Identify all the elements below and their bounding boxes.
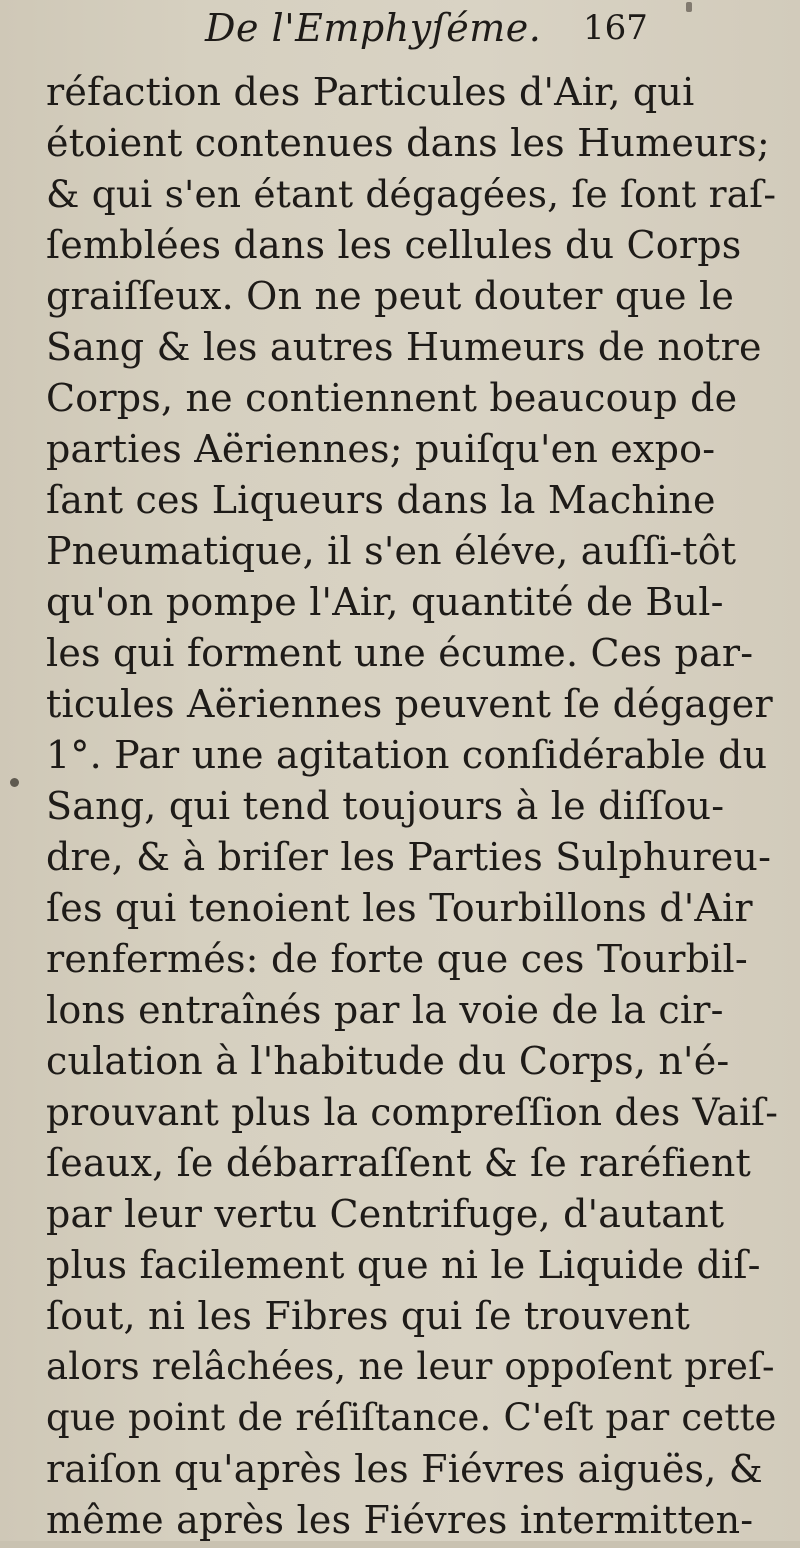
text-line: raiſon qu'après les Fiévres aiguës, & xyxy=(46,1447,763,1491)
text-line: lons entraînés par la voie de la cir- xyxy=(46,988,724,1032)
text-line: qu'on pompe l'Air, quantité de Bul- xyxy=(46,580,724,624)
text-line: 1°. Par une agitation conſidérable du xyxy=(46,733,768,777)
text-line: Sang, qui tend toujours à le diſſou- xyxy=(46,784,725,828)
text-line: ſout, ni les Fibres qui ſe trouvent xyxy=(46,1294,691,1338)
page-number: 167 xyxy=(583,8,648,48)
text-line: & qui s'en étant dégagées, ſe ſont raſ- xyxy=(46,172,777,216)
text-line: les qui forment une écume. Ces par- xyxy=(46,631,754,675)
text-line: réfaction des Particules d'Air, qui xyxy=(46,70,695,114)
text-line: ſeaux, ſe débarraſſent & ſe raréfient xyxy=(46,1141,751,1185)
text-line: alors relâchées, ne leur oppoſent preſ- xyxy=(46,1345,775,1388)
text-line: Sang & les autres Humeurs de notre xyxy=(46,325,762,369)
text-line: plus facilement que ni le Liquide diſ- xyxy=(46,1243,761,1287)
margin-dot xyxy=(10,778,19,787)
text-line: Pneumatique, il s'en éléve, auſſi-tôt xyxy=(46,529,737,573)
text-line: ticules Aëriennes peuvent ſe dégager xyxy=(46,682,773,726)
text-line: parties Aëriennes; puiſqu'en expo- xyxy=(46,427,716,471)
text-line: culation à l'habitude du Corps, n'é- xyxy=(46,1039,730,1083)
text-line: prouvant plus la compreſſion des Vaiſ- xyxy=(46,1090,779,1134)
text-line: dre, & à briſer les Parties Sulphureu- xyxy=(46,835,772,879)
text-line: Corps, ne contiennent beaucoup de xyxy=(46,376,738,420)
running-head xyxy=(0,6,800,56)
text-line: ſant ces Liqueurs dans la Machine xyxy=(46,478,716,522)
running-title: De l'Emphyſéme. xyxy=(205,6,542,50)
text-line: étoient contenues dans les Humeurs; xyxy=(46,121,770,165)
text-line: ſemblées dans les cellules du Corps xyxy=(46,223,742,267)
text-line: que point de réſiſtance. C'eſt par cette xyxy=(46,1396,777,1439)
text-line: même après les Fiévres intermitten- xyxy=(46,1498,754,1542)
text-line: renfermés: de forte que ces Tourbil- xyxy=(46,937,748,981)
text-line: par leur vertu Centrifuge, d'autant xyxy=(46,1192,725,1236)
text-line: ſes qui tenoient les Tourbillons d'Air xyxy=(46,886,753,930)
text-line: graiſſeux. On ne peut douter que le xyxy=(46,274,735,318)
